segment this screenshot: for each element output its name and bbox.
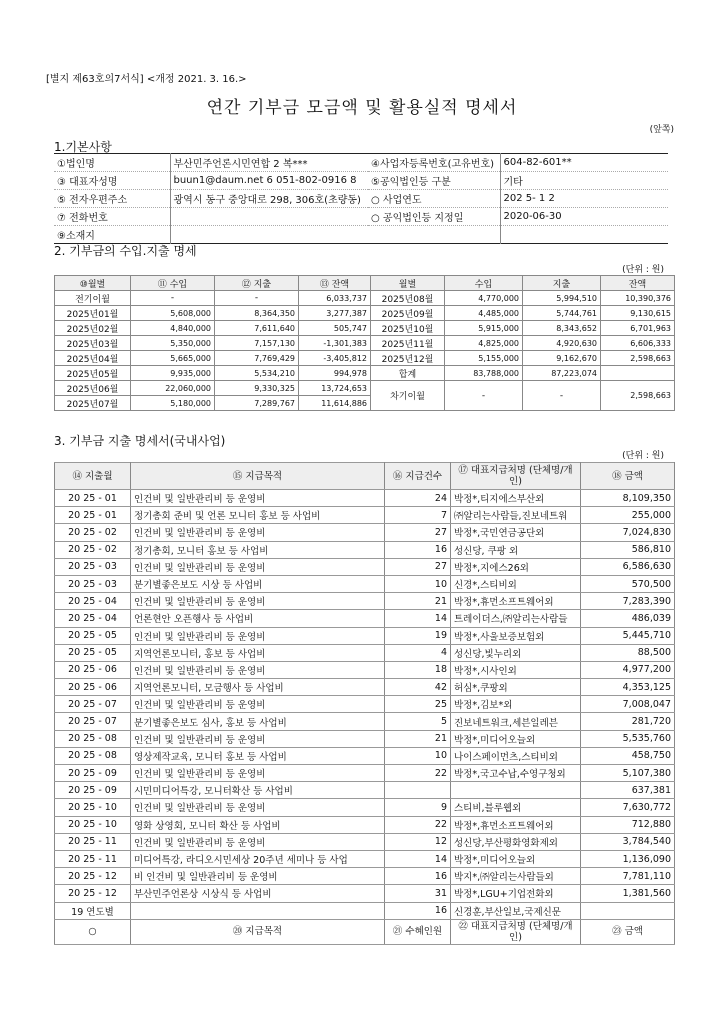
column-header: ⑬ 잔액 (299, 276, 371, 291)
footer-header: ⑳ 지급목적 (131, 919, 385, 944)
amount-cell: 8,109,350 (581, 490, 675, 507)
balance-cell: 6,033,737 (299, 291, 371, 306)
month-cell: 2025년09월 (371, 306, 445, 321)
recipient-cell: 박정*,티지에스부산외 (451, 490, 581, 507)
basic-info-row (54, 154, 668, 172)
purpose-cell: 인건비 및 일반관리비 등 운영비 (131, 833, 385, 850)
field-label: ⑤ 전자우편주소 (54, 190, 170, 208)
recipient-cell: 신경*,스티비외 (451, 575, 581, 592)
recipient-cell: 박정*,미디어오늘외 (451, 730, 581, 747)
count-cell: 14 (385, 610, 451, 627)
amount-cell: 5,535,760 (581, 730, 675, 747)
purpose-cell: 인건비 및 일반관리비 등 운영비 (131, 696, 385, 713)
amount-cell: 7,630,772 (581, 799, 675, 816)
carry-expense-cell: - (523, 381, 601, 411)
recipient-cell: 성신당,빛누리외 (451, 644, 581, 661)
purpose-cell: 분기별좋은보도 심사, 홍보 등 사업비 (131, 713, 385, 730)
field-label (368, 226, 500, 244)
purpose-cell: 지역언론모니터, 홍보 등 사업비 (131, 644, 385, 661)
column-header: ⑱ 금액 (581, 463, 675, 490)
amount-cell (581, 902, 675, 919)
count-cell: 25 (385, 696, 451, 713)
table-row (55, 850, 675, 867)
table-row (55, 610, 675, 627)
expense-cell: 8,364,350 (215, 306, 299, 321)
field-value: 202 5- 1 2 (500, 190, 668, 208)
count-cell: 10 (385, 747, 451, 764)
recipient-cell: 박정*,지에스26외 (451, 558, 581, 575)
month-cell: 20 25 - 09 (55, 782, 131, 799)
table-row (55, 306, 675, 321)
table-row (55, 336, 675, 351)
table-row (55, 541, 675, 558)
recipient-cell: 성신당,부산평화영화제외 (451, 833, 581, 850)
expense-cell: 8,343,652 (523, 321, 601, 336)
recipient-cell: 박정*,국민연금공단외 (451, 524, 581, 541)
income-cell: 5,665,000 (131, 351, 215, 366)
expense-cell: 9,330,325 (215, 381, 299, 396)
table-row (55, 902, 675, 919)
field-label: ⑨소재지 (54, 226, 170, 244)
count-cell: 4 (385, 644, 451, 661)
month-cell: 20 25 - 10 (55, 816, 131, 833)
section3-title: 3. 기부금 지출 명세서(국내사업) (54, 434, 226, 448)
table-row (55, 765, 675, 782)
month-cell: 2025년11월 (371, 336, 445, 351)
balance-cell: 6,606,333 (601, 336, 675, 351)
table-row (55, 593, 675, 610)
expense-cell: 7,769,429 (215, 351, 299, 366)
purpose-cell: 인건비 및 일반관리비 등 운영비 (131, 558, 385, 575)
month-cell: 합계 (371, 366, 445, 381)
count-cell: 16 (385, 868, 451, 885)
basic-info-table (54, 153, 668, 244)
income-cell: 9,935,000 (131, 366, 215, 381)
recipient-cell: 박정*,미디어오늘외 (451, 850, 581, 867)
table-row (55, 381, 675, 396)
table-row (55, 713, 675, 730)
table-row (55, 558, 675, 575)
table-row (55, 679, 675, 696)
month-cell: 19 연도별 (55, 902, 131, 919)
table-row (55, 799, 675, 816)
column-header: 지출 (523, 276, 601, 291)
count-cell (385, 782, 451, 799)
purpose-cell: 인건비 및 일반관리비 등 운영비 (131, 661, 385, 678)
field-label: ⑦ 전화번호 (54, 208, 170, 226)
month-cell: 20 25 - 11 (55, 833, 131, 850)
purpose-cell: 분기별좋은보도 시상 등 사업비 (131, 575, 385, 592)
carry-balance-cell: 2,598,663 (601, 381, 675, 411)
balance-cell: 2,598,663 (601, 351, 675, 366)
purpose-cell: 영상제작교육, 모니터 홍보 등 사업비 (131, 747, 385, 764)
basic-info-row (54, 190, 668, 208)
carry-month-cell: 차기이월 (371, 381, 445, 411)
recipient-cell: 박정*,사울보증보험외 (451, 627, 581, 644)
expense-cell: - (215, 291, 299, 306)
recipient-cell: 진보네트워크,세븐일레븐 (451, 713, 581, 730)
income-cell: 4,770,000 (445, 291, 523, 306)
field-label: ③ 대표자성명 (54, 172, 170, 190)
income-cell: 5,608,000 (131, 306, 215, 321)
income-cell: 5,155,000 (445, 351, 523, 366)
recipient-cell: 신경훈,부산일보,국제신문 (451, 902, 581, 919)
column-header: 월별 (371, 276, 445, 291)
table-row (55, 351, 675, 366)
purpose-cell: 미디어특강, 라디오시민세상 20주년 세미나 등 사업 (131, 850, 385, 867)
purpose-cell: 시민미디어특강, 모니터확산 등 사업비 (131, 782, 385, 799)
expense-cell: 9,162,670 (523, 351, 601, 366)
income-cell: 22,060,000 (131, 381, 215, 396)
month-cell: 20 25 - 07 (55, 696, 131, 713)
table-row (55, 747, 675, 764)
amount-cell: 570,500 (581, 575, 675, 592)
month-cell: 20 25 - 02 (55, 524, 131, 541)
month-cell: 20 25 - 12 (55, 885, 131, 902)
table-header-row (55, 463, 675, 490)
table-row (55, 366, 675, 381)
balance-cell: 994,978 (299, 366, 371, 381)
count-cell: 22 (385, 765, 451, 782)
month-cell: 20 25 - 02 (55, 541, 131, 558)
count-cell: 42 (385, 679, 451, 696)
month-cell: 2025년08월 (371, 291, 445, 306)
purpose-cell (131, 902, 385, 919)
purpose-cell: 인건비 및 일반관리비 등 운영비 (131, 730, 385, 747)
amount-cell: 5,107,380 (581, 765, 675, 782)
amount-cell: 7,283,390 (581, 593, 675, 610)
count-cell: 14 (385, 850, 451, 867)
table-footer-row (55, 919, 675, 944)
field-label: ○ 사업연도 (368, 190, 500, 208)
month-cell: 2025년05월 (55, 366, 131, 381)
section2-title: 2. 기부금의 수입.지출 명세 (54, 244, 197, 258)
amount-cell: 4,977,200 (581, 661, 675, 678)
recipient-cell: 박지*,㈜알리는사람들외 (451, 868, 581, 885)
column-header: ⑯ 지급건수 (385, 463, 451, 490)
month-cell: 2025년03월 (55, 336, 131, 351)
field-label: ⑤공익법인등 구분 (368, 172, 500, 190)
count-cell: 24 (385, 490, 451, 507)
amount-cell: 255,000 (581, 507, 675, 524)
section1-title: 1.기본사항 (54, 140, 112, 154)
purpose-cell: 인건비 및 일반관리비 등 운영비 (131, 627, 385, 644)
balance-cell: 13,724,653 (299, 381, 371, 396)
expense-cell: 4,920,630 (523, 336, 601, 351)
count-cell: 19 (385, 627, 451, 644)
count-cell: 16 (385, 541, 451, 558)
month-cell: 2025년07월 (55, 396, 131, 411)
recipient-cell: 박정*,시사인외 (451, 661, 581, 678)
recipient-cell (451, 782, 581, 799)
table-row (55, 661, 675, 678)
table-row (55, 868, 675, 885)
month-cell: 20 25 - 05 (55, 644, 131, 661)
income-cell: 4,485,000 (445, 306, 523, 321)
table-row (55, 833, 675, 850)
field-value: 기타 (500, 172, 668, 190)
month-cell: 20 25 - 09 (55, 765, 131, 782)
amount-cell: 637,381 (581, 782, 675, 799)
amount-cell: 458,750 (581, 747, 675, 764)
table-row (55, 321, 675, 336)
amount-cell: 586,810 (581, 541, 675, 558)
table-row (55, 644, 675, 661)
table-row (55, 627, 675, 644)
income-expense-table (54, 275, 675, 411)
month-cell: 20 25 - 06 (55, 679, 131, 696)
table-row (55, 524, 675, 541)
field-value: 광역시 동구 중앙대로 298, 306호(초량동) (170, 190, 368, 208)
document-title: 연간 기부금 모금액 및 활용실적 명세서 (206, 98, 518, 118)
expenditure-table (54, 462, 675, 945)
month-cell: 전기이월 (55, 291, 131, 306)
month-cell: 2025년04월 (55, 351, 131, 366)
month-cell: 20 25 - 07 (55, 713, 131, 730)
count-cell: 18 (385, 661, 451, 678)
expense-cell: 7,289,767 (215, 396, 299, 411)
section3-unit: (단위 : 원) (622, 451, 664, 461)
column-header: ⑫ 지출 (215, 276, 299, 291)
purpose-cell: 언론현안 오픈행사 등 사업비 (131, 610, 385, 627)
recipient-cell: 허심*,쿠팡외 (451, 679, 581, 696)
amount-cell: 486,039 (581, 610, 675, 627)
page-side-label: (앞쪽) (649, 125, 674, 135)
section2-unit: (단위 : 원) (622, 265, 664, 275)
purpose-cell: 지역언론모니터, 모금행사 등 사업비 (131, 679, 385, 696)
amount-cell: 3,784,540 (581, 833, 675, 850)
table-row (55, 507, 675, 524)
month-cell: 20 25 - 03 (55, 558, 131, 575)
footer-header: ○ (55, 919, 131, 944)
count-cell: 21 (385, 593, 451, 610)
amount-cell: 6,586,630 (581, 558, 675, 575)
count-cell: 9 (385, 799, 451, 816)
recipient-cell: 박정*,김보*외 (451, 696, 581, 713)
month-cell: 20 25 - 08 (55, 747, 131, 764)
income-cell: - (131, 291, 215, 306)
month-cell: 20 25 - 04 (55, 593, 131, 610)
recipient-cell: 나이스페이먼츠,스티비외 (451, 747, 581, 764)
amount-cell: 7,781,110 (581, 868, 675, 885)
balance-cell: 505,747 (299, 321, 371, 336)
purpose-cell: 정기총회, 모니터 홍보 등 사업비 (131, 541, 385, 558)
field-value: buun1@daum.net 6 051-802-0916 8 (170, 172, 368, 190)
amount-cell: 7,008,047 (581, 696, 675, 713)
expense-cell: 87,223,074 (523, 366, 601, 381)
balance-cell: -3,405,812 (299, 351, 371, 366)
purpose-cell: 인건비 및 일반관리비 등 운영비 (131, 765, 385, 782)
month-cell: 2025년02월 (55, 321, 131, 336)
amount-cell: 88,500 (581, 644, 675, 661)
income-cell: 83,788,000 (445, 366, 523, 381)
count-cell: 21 (385, 730, 451, 747)
month-cell: 2025년06월 (55, 381, 131, 396)
balance-cell: 6,701,963 (601, 321, 675, 336)
table-row (55, 730, 675, 747)
table-row (55, 782, 675, 799)
income-cell: 5,350,000 (131, 336, 215, 351)
count-cell: 16 (385, 902, 451, 919)
month-cell: 20 25 - 01 (55, 507, 131, 524)
recipient-cell: 박정*,LGU+기업전화외 (451, 885, 581, 902)
recipient-cell: 성신당, 쿠팡 외 (451, 541, 581, 558)
purpose-cell: 정기총회 준비 및 언론 모니터 홍보 등 사업비 (131, 507, 385, 524)
expense-cell: 5,534,210 (215, 366, 299, 381)
field-value (500, 226, 668, 244)
month-cell: 20 25 - 04 (55, 610, 131, 627)
month-cell: 20 25 - 08 (55, 730, 131, 747)
field-value: 2020-06-30 (500, 208, 668, 226)
count-cell: 31 (385, 885, 451, 902)
income-cell: 4,840,000 (131, 321, 215, 336)
count-cell: 27 (385, 558, 451, 575)
month-cell: 20 25 - 06 (55, 661, 131, 678)
month-cell: 20 25 - 01 (55, 490, 131, 507)
column-header: 수입 (445, 276, 523, 291)
month-cell: 20 25 - 05 (55, 627, 131, 644)
purpose-cell: 인건비 및 일반관리비 등 운영비 (131, 490, 385, 507)
field-value: 부산민주언론시민연합 2 복*** (170, 154, 368, 172)
purpose-cell: 인건비 및 일반관리비 등 운영비 (131, 799, 385, 816)
footer-header: ㉓ 금액 (581, 919, 675, 944)
amount-cell: 712,880 (581, 816, 675, 833)
month-cell: 2025년10월 (371, 321, 445, 336)
table-row (55, 575, 675, 592)
basic-info-row (54, 208, 668, 226)
amount-cell: 1,381,560 (581, 885, 675, 902)
month-cell: 2025년12월 (371, 351, 445, 366)
recipient-cell: 박정*,휴먼소프트웨어외 (451, 593, 581, 610)
column-header: ⑰ 대표지급처명 (단체명/개인) (451, 463, 581, 490)
table-row (55, 885, 675, 902)
count-cell: 10 (385, 575, 451, 592)
balance-cell: 10,390,376 (601, 291, 675, 306)
income-cell: 5,915,000 (445, 321, 523, 336)
field-label: ○ 공익법인등 지정일 (368, 208, 500, 226)
table-header-row (55, 276, 675, 291)
amount-cell: 4,353,125 (581, 679, 675, 696)
month-cell: 20 25 - 03 (55, 575, 131, 592)
month-cell: 20 25 - 10 (55, 799, 131, 816)
expense-cell: 7,611,640 (215, 321, 299, 336)
count-cell: 22 (385, 816, 451, 833)
column-header: ⑭ 지출월 (55, 463, 131, 490)
purpose-cell: 부산민주언론상 시상식 등 사업비 (131, 885, 385, 902)
purpose-cell: 인건비 및 일반관리비 등 운영비 (131, 593, 385, 610)
amount-cell: 5,445,710 (581, 627, 675, 644)
income-cell: 5,180,000 (131, 396, 215, 411)
field-value (170, 226, 368, 244)
table-row (55, 291, 675, 306)
recipient-cell: 박정*,휴먼소프트웨어외 (451, 816, 581, 833)
purpose-cell: 비 인건비 및 일반관리비 등 운영비 (131, 868, 385, 885)
field-value (170, 208, 368, 226)
count-cell: 5 (385, 713, 451, 730)
count-cell: 7 (385, 507, 451, 524)
expense-cell: 5,744,761 (523, 306, 601, 321)
footer-header: ㉑ 수혜인원 (385, 919, 451, 944)
amount-cell: 7,024,830 (581, 524, 675, 541)
amount-cell: 1,136,090 (581, 850, 675, 867)
field-value: 604-82-601** (500, 154, 668, 172)
balance-cell (601, 366, 675, 381)
count-cell: 12 (385, 833, 451, 850)
carry-income-cell: - (445, 381, 523, 411)
balance-cell: 3,277,387 (299, 306, 371, 321)
balance-cell: 9,130,615 (601, 306, 675, 321)
table-row (55, 490, 675, 507)
table-row (55, 816, 675, 833)
form-note: [별지 제63호의7서식] <개정 2021. 3. 16.> (46, 74, 247, 85)
column-header: ⑪ 수입 (131, 276, 215, 291)
column-header: ⑩월별 (55, 276, 131, 291)
amount-cell: 281,720 (581, 713, 675, 730)
month-cell: 20 25 - 11 (55, 850, 131, 867)
balance-cell: 11,614,886 (299, 396, 371, 411)
purpose-cell: 인건비 및 일반관리비 등 운영비 (131, 524, 385, 541)
expense-cell: 7,157,130 (215, 336, 299, 351)
month-cell: 2025년01월 (55, 306, 131, 321)
month-cell: 20 25 - 12 (55, 868, 131, 885)
field-label: ①법인명 (54, 154, 170, 172)
income-cell: 4,825,000 (445, 336, 523, 351)
column-header: 잔액 (601, 276, 675, 291)
table-row (55, 696, 675, 713)
expense-cell: 5,994,510 (523, 291, 601, 306)
recipient-cell: ㈜알리는사람들,진보네트워 (451, 507, 581, 524)
purpose-cell: 영화 상영회, 모니터 확산 등 사업비 (131, 816, 385, 833)
field-label: ④사업자등록번호(고유번호) (368, 154, 500, 172)
footer-header: ㉒ 대표지급처명 (단체명/개인) (451, 919, 581, 944)
recipient-cell: 스티비,블루웹외 (451, 799, 581, 816)
balance-cell: -1,301,383 (299, 336, 371, 351)
count-cell: 27 (385, 524, 451, 541)
basic-info-row (54, 172, 668, 190)
recipient-cell: 박정*,국고수납,수영구청외 (451, 765, 581, 782)
recipient-cell: 트레이더스,㈜알리는사람들 (451, 610, 581, 627)
basic-info-row (54, 226, 668, 244)
column-header: ⑮ 지급목적 (131, 463, 385, 490)
